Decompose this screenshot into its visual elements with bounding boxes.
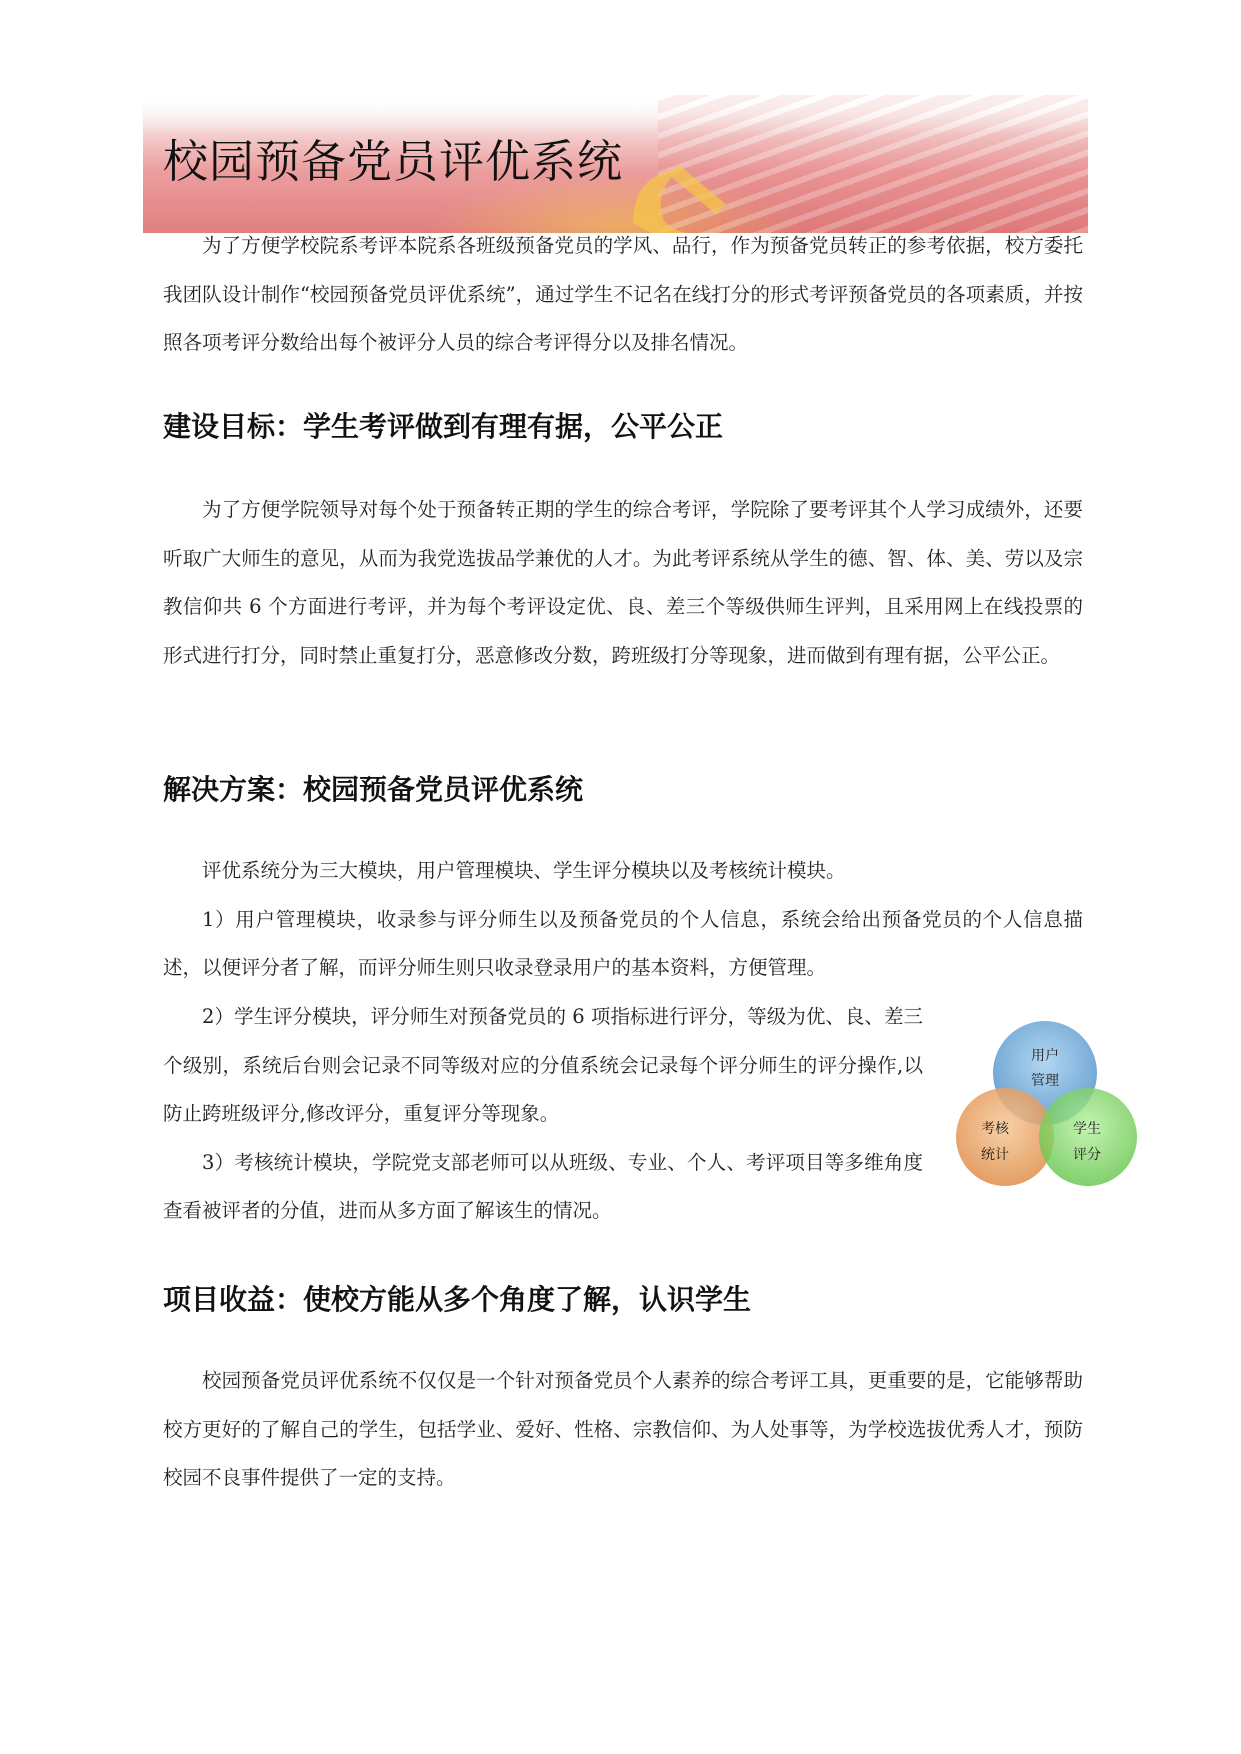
section-solution-modules	[163, 993, 923, 1236]
section-goal-body	[163, 486, 1083, 680]
goal-paragraph: 为了方便学院领导对每个处于预备转正期的学生的综合考评，学院除了要考评其个人学习成绩外，还要听取广大师生的意见，从而为我党选拔品学兼优的人才。为此考评系统从学生的德、智、体、美、劳以及宗教信仰共 6 个方面进行考评，并为每个考评设定优、良、差三个等级供师生评判，且采用网上在线投票的形式进行打分，同时禁止重复打分，恶意修改分数，跨班级打分等现象，进而做到有理有据，公平公正。	[163, 498, 1083, 667]
hammer-sickle-emblem-icon	[613, 153, 753, 233]
venn-label-score-1: 学生	[1073, 1121, 1101, 1137]
section-heading-solution: 解决方案：校园预备党员评优系统	[163, 773, 584, 806]
venn-label-stat-2: 统计	[981, 1147, 1009, 1163]
page-title: 校园预备党员评优系统	[163, 135, 624, 188]
section-heading-benefit: 项目收益：使校方能从多个角度了解，认识学生	[163, 1283, 752, 1316]
solution-paragraph-0: 评优系统分为三大模块，用户管理模块、学生评分模块以及考核统计模块。	[202, 859, 846, 882]
intro-paragraph: 为了方便学校院系考评本院系各班级预备党员的学风、品行，作为预备党员转正的参考依据，校方委托我团队设计制作“校园预备党员评优系统”，通过学生不记名在线打分的形式考评预备党员的各项素质，并按照各项考评分数给出每个被评分人员的综合考评得分以及排名情况。	[163, 234, 1083, 354]
venn-label-user-2: 管理	[1031, 1073, 1059, 1089]
section-solution-intro	[163, 847, 1083, 993]
benefit-paragraph: 校园预备党员评优系统不仅仅是一个针对预备党员个人素养的综合考评工具，更重要的是，它能够帮助校方更好的了解自己的学生，包括学业、爱好、性格、宗教信仰、为人处事等，为学校选拔优秀人才，预防校园不良事件提供了一定的支持。	[163, 1369, 1083, 1489]
venn-label-stat-1: 考核	[981, 1121, 1009, 1137]
intro-paragraph-block	[163, 222, 1083, 368]
venn-label-score-2: 评分	[1073, 1147, 1101, 1163]
module-venn-diagram	[955, 1020, 1140, 1190]
section-heading-goal: 建设目标：学生考评做到有理有据，公平公正	[163, 410, 724, 443]
solution-paragraph-2: 2）学生评分模块，评分师生对预备党员的 6 项指标进行评分，等级为优、良、差三个级别，系统后台则会记录不同等级对应的分值系统会记录每个评分师生的评分操作,以防止跨班级评分,修改评分，重复评分等现象。	[163, 1005, 923, 1125]
venn-label-user-1: 用户	[1031, 1048, 1059, 1064]
solution-paragraph-1: 1）用户管理模块，收录参与评分师生以及预备党员的个人信息，系统会给出预备党员的个人信息描述，以便评分者了解，而评分师生则只收录登录用户的基本资料，方便管理。	[163, 907, 1083, 979]
venn-circle-student-scoring	[1039, 1088, 1137, 1186]
section-benefit-body	[163, 1357, 1083, 1503]
header-banner	[143, 95, 1088, 233]
solution-paragraph-3: 3）考核统计模块，学院党支部老师可以从班级、专业、个人、考评项目等多维角度查看被评者的分值，进而从多方面了解该生的情况。	[163, 1150, 923, 1222]
